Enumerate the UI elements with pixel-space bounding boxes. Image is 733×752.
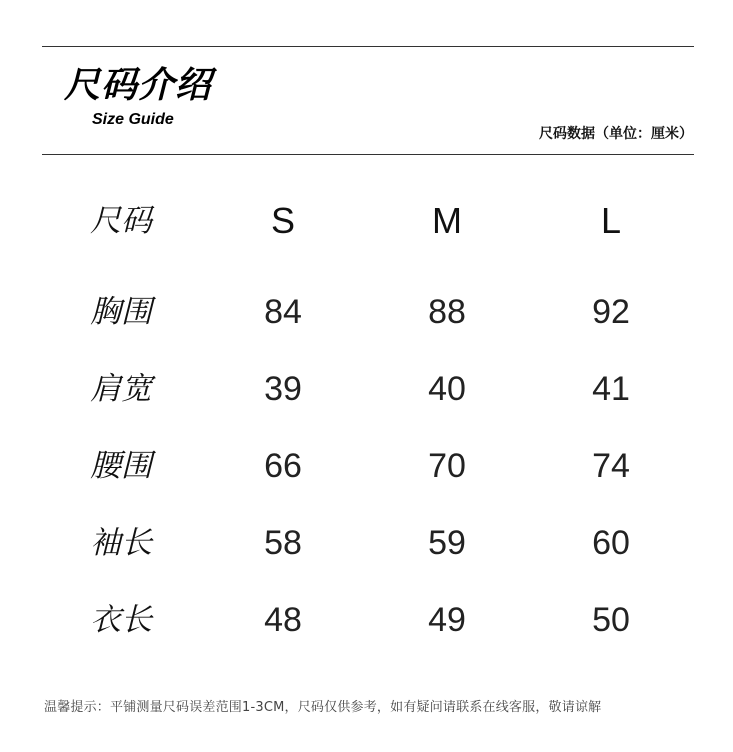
table-cell: 84 [264,293,302,331]
table-cell: 49 [428,601,466,639]
size-header-s: S [270,200,295,241]
top-divider [42,46,694,47]
table-row-length [0,595,733,645]
row-label: 袖长 [90,525,152,561]
row-label: 腰围 [90,448,152,484]
corner-label: 尺码 [90,203,152,239]
row-label: 胸围 [90,294,152,330]
page-subtitle: Size Guide [92,111,174,128]
row-label: 肩宽 [90,371,152,407]
unit-note: 尺码数据（单位：厘米） [539,126,693,142]
table-row-sleeve [0,518,733,568]
table-cell: 60 [592,524,630,562]
size-header-m: M [432,200,462,241]
table-row-shoulder [0,364,733,414]
table-cell: 74 [592,447,630,485]
table-header-row [0,196,733,246]
table-cell: 70 [428,447,466,485]
table-cell: 39 [264,370,302,408]
table-cell: 59 [428,524,466,562]
header-divider [42,154,694,155]
table-cell: 41 [592,370,630,408]
footer-note: 温馨提示：平铺测量尺码误差范围1-3CM，尺码仅供参考，如有疑问请联系在线客服，敬请谅解 [44,700,602,715]
table-cell: 88 [428,293,466,331]
table-row-chest [0,287,733,337]
row-label: 衣长 [90,602,152,638]
size-header-l: L [600,200,622,241]
table-row-waist [0,441,733,491]
page-title: 尺码介绍 [64,65,213,106]
table-cell: 58 [264,524,302,562]
table-cell: 66 [264,447,302,485]
table-cell: 50 [592,601,630,639]
table-cell: 40 [428,370,466,408]
table-cell: 48 [264,601,302,639]
table-cell: 92 [592,293,630,331]
